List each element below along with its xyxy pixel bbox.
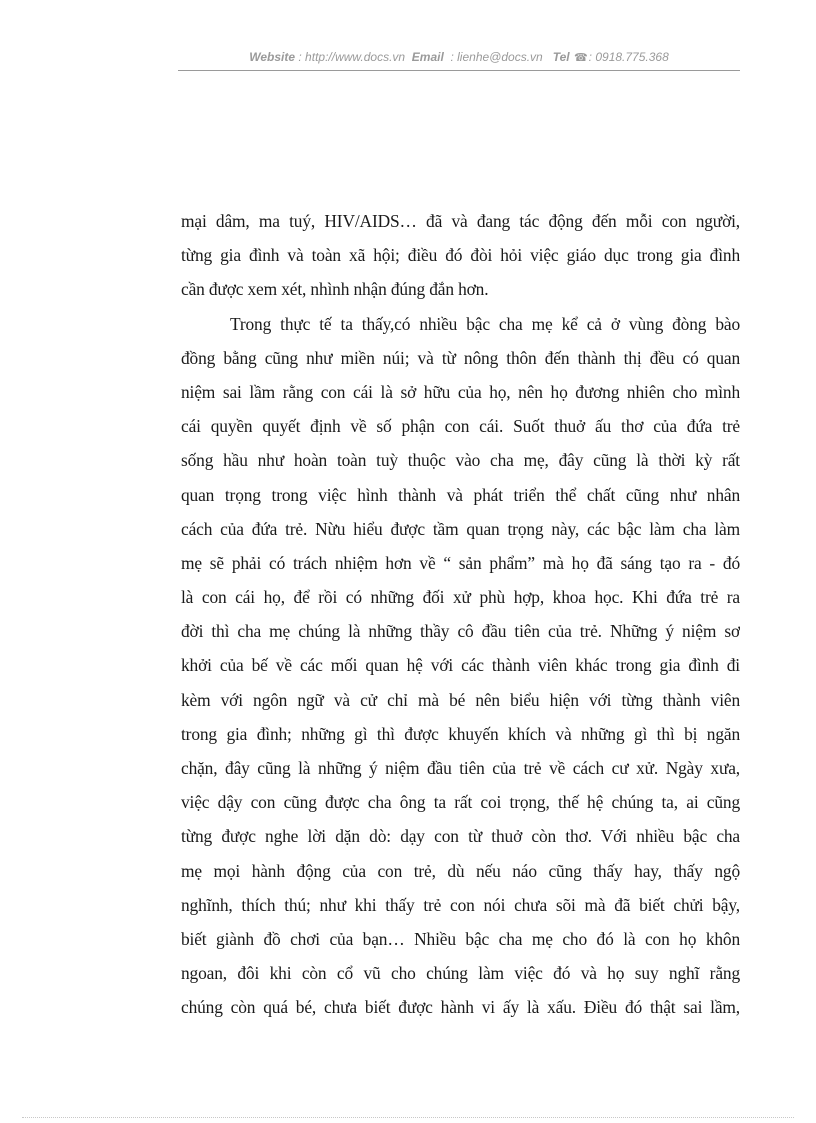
text-line: chặn, đây cũng là những ý niệm đầu tiên của trẻ về cách cư xử. Ngày xưa, — [181, 758, 740, 778]
text-line: cần được xem xét, nhình nhận đúng đắn hơn. — [181, 279, 489, 300]
text-line: quan trọng trong việc hình thành và phát triển thể chất cũng như nhân — [181, 484, 740, 505]
document-body — [181, 204, 740, 1025]
header-rule — [178, 70, 740, 71]
text-line: đồng bằng cũng như miền núi; và từ nông thôn đến thành thị đều có quan — [181, 347, 740, 368]
text-line: từng được nghe lời dặn dò: dạy con từ thuở còn thơ. Với nhiều bậc cha — [181, 826, 740, 847]
page-header — [178, 50, 740, 64]
text-line: cách của đứa trẻ. Nừu hiểu được tầm quan trọng này, các bậc làm cha làm — [181, 518, 740, 539]
tel-value: : 0918.775.368 — [588, 50, 669, 64]
text-line: niệm sai lầm rằng con cái là sở hữu của họ, nên họ đương nhiên cho mình — [181, 381, 740, 402]
text-line: là con cái họ, để rồi có những đối xử phù hợp, khoa học. Khi đứa trẻ ra — [181, 587, 740, 608]
text-line: việc dậy con cũng được cha ông ta rất coi trọng, thế hệ chúng ta, ai cũng — [181, 792, 740, 813]
text-line: mại dâm, ma tuý, HIV/AIDS… đã và đang tác động đến mỗi con người, — [181, 211, 740, 231]
phone-icon: ☎ — [573, 52, 588, 64]
footer-rule — [22, 1117, 794, 1118]
text-line: biết giành đồ chơi của bạn… Nhiều bậc cha mẹ cho đó là con họ khôn — [181, 928, 740, 949]
tel-label: Tel — [552, 50, 570, 64]
email-value: : lienhe@docs.vn — [450, 50, 543, 64]
paragraph-1 — [181, 204, 740, 307]
text-line: trong gia đình; những gì thì được khuyến khích và những gì thì bị ngăn — [181, 723, 740, 744]
email-label: Email — [411, 50, 444, 64]
website-value: : http://www.docs.vn — [298, 50, 406, 64]
text-line: từng gia đình và toàn xã hội; điều đó đòi hỏi việc giáo dục trong gia đình — [181, 245, 740, 266]
text-line: cái quyền quyết định về số phận con cái. Suốt thuở ấu thơ của đứa trẻ — [181, 416, 740, 437]
text-line: đời thì cha mẹ chúng là những thầy cô đầu tiên của trẻ. Những ý niệm sơ — [181, 621, 740, 642]
text-line: khởi của bế về các mối quan hệ với các thành viên khác trong gia đình đi — [181, 655, 740, 676]
website-label: Website — [249, 50, 296, 64]
text-line: ngoan, đôi khi còn cổ vũ cho chúng làm việc đó và họ suy nghĩ rằng — [181, 963, 740, 984]
text-line: sống hầu như hoàn toàn tuỳ thuộc vào cha mẹ, đây cũng là thời kỳ rất — [181, 450, 740, 471]
text-line: mẹ sẽ phải có trách nhiệm hơn về “ sản phẩm” mà họ đã sáng tạo ra - đó — [181, 552, 740, 573]
text-line: chúng còn quá bé, chưa biết được hành vi ấy là xấu. Điều đó thật sai lầm, — [181, 997, 740, 1018]
text-line: Trong thực tế ta thấy,có nhiều bậc cha mẹ kể cả ở vùng đòng bào — [230, 313, 740, 334]
text-line: mẹ mọi hành động của con trẻ, dù nếu náo cũng thấy hay, thấy ngộ — [181, 860, 740, 881]
paragraph-2 — [181, 307, 740, 1025]
text-line: nghĩnh, thích thú; như khi thấy trẻ con nói chưa sõi mà đã biết chửi bậy, — [181, 894, 740, 915]
text-line: kèm với ngôn ngữ và cử chỉ mà bé nên biểu hiện với từng thành viên — [181, 689, 740, 710]
